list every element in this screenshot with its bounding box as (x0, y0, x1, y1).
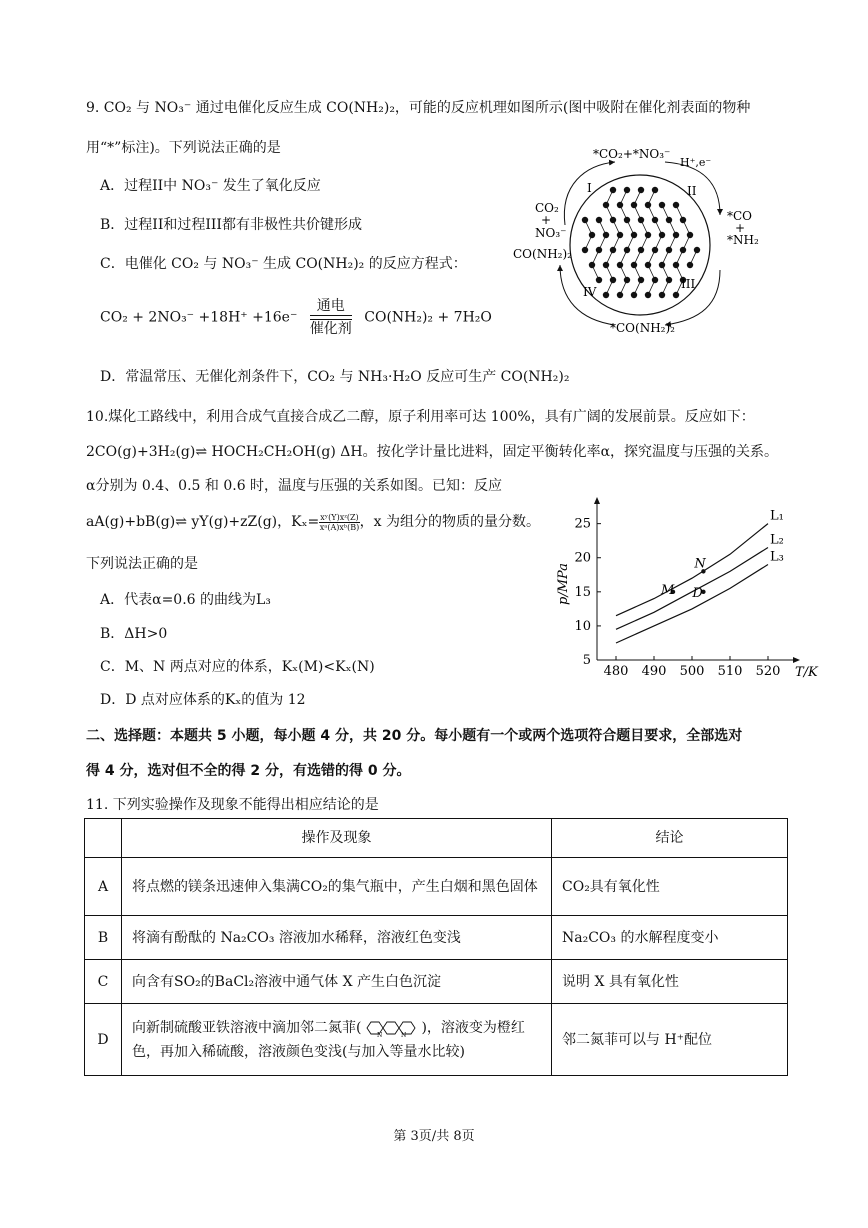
catalyst-atom (624, 277, 630, 283)
point-label-d: D (692, 585, 703, 601)
catalyst-atom (673, 232, 679, 238)
catalyst-atom (645, 292, 651, 298)
y-tick-label: 25 (574, 516, 591, 532)
catalyst-atom (666, 277, 672, 283)
kx-numerator: xʸ(Y)xᶻ(Z) (320, 512, 359, 522)
roman-2: II (687, 184, 697, 198)
catalyst-atom (666, 247, 672, 253)
y-tick-label: 20 (574, 550, 591, 566)
catalyst-atom (645, 232, 651, 238)
equation-condition-bottom: 催化剂 (309, 321, 352, 337)
q10-line4-start: aA(g)+bB(g)⇌ yY(g)+zZ(g)，Kₓ= (86, 514, 320, 530)
catalyst-atom (617, 232, 623, 238)
row-operation-part1: 向新制硫酸亚铁溶液中滴加邻二氮菲( (132, 1019, 362, 1036)
catalyst-atom (631, 232, 637, 238)
catalyst-atom (659, 202, 665, 208)
catalyst-atom (589, 262, 595, 268)
catalyst-atom (596, 217, 602, 223)
catalyst-atom (694, 247, 700, 253)
catalyst-atom (645, 202, 651, 208)
catalyst-atom (582, 217, 588, 223)
catalyst-atom (617, 292, 623, 298)
kx-fraction (319, 513, 359, 532)
table-header-row (85, 819, 788, 858)
catalyst-atom (652, 277, 658, 283)
q10-line2: 2CO(g)+3H₂(g)⇌ HOCH₂CH₂OH(g) ΔH。按化学计量比进料，固定平衡转化率α，探究温度与压强的关系。 (86, 444, 779, 460)
catalyst-atom (680, 247, 686, 253)
table-row (85, 858, 788, 916)
catalyst-atom (673, 202, 679, 208)
row-conclusion: Na₂CO₃ 的水解程度变小 (552, 916, 788, 960)
chart-series (616, 509, 784, 643)
series-label-3: L₃ (770, 549, 784, 565)
catalyst-atom (631, 292, 637, 298)
phenanthroline-structure-icon (361, 1018, 421, 1038)
diagram-h-e-label: H⁺,e⁻ (680, 156, 712, 169)
q9-mechanism-diagram (505, 140, 775, 340)
section2-line2: 得 4 分，选对但不全的得 2 分，有选错的得 0 分。 (86, 763, 411, 779)
row-operation-part2: )，溶液变为橙红色，再加入稀硫酸，溶液颜色变浅(与加入等量水比较) (132, 1019, 525, 1060)
diagram-left-in-1: CO₂ (535, 201, 559, 215)
diagram-left-in-2: NO₃⁻ (535, 226, 567, 240)
catalyst-atom (673, 262, 679, 268)
diagram-right-1: *CO (727, 209, 753, 223)
catalyst-atom (659, 262, 665, 268)
header-cell-label (85, 819, 122, 858)
q10-line4-end: ，x 为组分的物质的量分数。 (359, 514, 541, 530)
y-tick-label: 15 (574, 584, 591, 600)
roman-1: I (587, 181, 592, 195)
svg-text:N: N (401, 1031, 407, 1039)
diagram-top-label: *CO₂+*NO₃⁻ (593, 147, 671, 161)
equation-arrow (310, 297, 352, 338)
catalyst-atom (603, 292, 609, 298)
row-label: D (85, 1004, 122, 1076)
q9-option-b: B．过程II和过程III都有非极性共价键形成 (100, 217, 362, 233)
chart-axes (556, 500, 819, 680)
catalyst-atom (603, 232, 609, 238)
catalyst-atom (652, 217, 658, 223)
series-line-1 (616, 524, 768, 616)
equation-left: CO₂ + 2NO₃⁻ +18H⁺ +16e⁻ (100, 309, 298, 326)
catalyst-atom (659, 292, 665, 298)
diagram-bottom-label: *CO(NH₂)₂ (610, 321, 675, 335)
y-axis-label: p/MPa (556, 563, 571, 605)
q10-line1: 10.煤化工路线中，利用合成气直接合成乙二醇，原子利用率可达 100%，具有广阔的发展前景。反应如下： (86, 409, 755, 425)
q9-option-d: D．常温常压、无催化剂条件下，CO₂ 与 NH₃·H₂O 反应可生产 CO(NH₂)₂ (100, 369, 570, 385)
q9-option-a: A．过程II中 NO₃⁻ 发生了氧化反应 (100, 178, 321, 194)
catalyst-atom (610, 187, 616, 193)
q10-line4 (86, 511, 540, 532)
table-row (85, 1004, 788, 1076)
catalyst-atom (680, 217, 686, 223)
series-line-3 (616, 565, 768, 644)
equation-right: CO(NH₂)₂ + 7H₂O (364, 309, 492, 326)
catalyst-atom (582, 247, 588, 253)
catalyst-atom (659, 232, 665, 238)
row-label: A (85, 858, 122, 916)
catalyst-atom (666, 217, 672, 223)
catalyst-atom (624, 217, 630, 223)
catalyst-atom (589, 232, 595, 238)
catalyst-atom (610, 247, 616, 253)
catalyst-atom (610, 277, 616, 283)
diagram-right-2: *NH₂ (727, 233, 759, 247)
catalyst-atom (631, 262, 637, 268)
q10-option-c: C．M、N 两点对应的体系，Kₓ(M)<Kₓ(N) (100, 659, 375, 675)
roman-4: IV (583, 285, 597, 299)
svg-text:N: N (377, 1031, 383, 1039)
q10-chart (545, 500, 818, 690)
diagram-left-in-plus: + (541, 213, 552, 227)
q9-equation (100, 297, 492, 338)
kx-denominator: xᵃ(A)xᵇ(B) (319, 522, 360, 532)
catalyst-atom (652, 247, 658, 253)
catalyst-atom (673, 292, 679, 298)
chart-points (660, 556, 706, 600)
q9-stem-line1: 9. CO₂ 与 NO₃⁻ 通过电催化反应生成 CO(NH₂)₂，可能的反应机理如图所示(图中吸附在催化剂表面的物种 (86, 100, 751, 116)
q9-stem-line2: 用“*”标注)。下列说法正确的是 (86, 140, 281, 156)
header-cell-conclusion: 结论 (552, 819, 788, 858)
row-label: C (85, 960, 122, 1004)
row-operation: 将点燃的镁条迅速伸入集满CO₂的集气瓶中，产生白烟和黑色固体 (122, 858, 552, 916)
q9-option-c: C．电催化 CO₂ 与 NO₃⁻ 生成 CO(NH₂)₂ 的反应方程式： (100, 256, 467, 272)
y-tick-label: 5 (582, 653, 591, 668)
row-conclusion: 邻二氮菲可以与 H⁺配位 (552, 1004, 788, 1076)
equation-condition-top: 通电 (316, 298, 345, 314)
catalyst-atom (624, 247, 630, 253)
x-tick-label: 480 (603, 664, 629, 679)
x-axis-label: T/K (795, 665, 818, 680)
x-tick-label: 490 (641, 664, 667, 679)
x-tick-label: 520 (755, 664, 781, 679)
catalyst-atom (617, 202, 623, 208)
diagram-right-plus: + (735, 221, 746, 235)
series-label-1: L₁ (770, 508, 784, 524)
q10-option-d: D．D 点对应体系的Kₓ的值为 12 (100, 692, 306, 708)
x-tick-label: 500 (679, 664, 705, 679)
row-operation (122, 1004, 552, 1076)
catalyst-atom (631, 202, 637, 208)
page-footer: 第 3页/共 8页 (393, 1129, 475, 1144)
catalyst-atom (603, 202, 609, 208)
catalyst-atom (603, 262, 609, 268)
catalyst-atom (596, 277, 602, 283)
chart-ticks (574, 517, 780, 679)
row-operation: 向含有SO₂的BaCl₂溶液中通气体 X 产生白色沉淀 (122, 960, 552, 1004)
catalyst-atom (645, 262, 651, 268)
point-label-m: M (661, 582, 675, 598)
catalyst-atom (687, 262, 693, 268)
catalyst-atom (652, 187, 658, 193)
series-label-2: L₂ (770, 532, 784, 548)
row-label: B (85, 916, 122, 960)
catalyst-atom (624, 187, 630, 193)
q11-stem: 11. 下列实验操作及现象不能得出相应结论的是 (86, 797, 379, 813)
q10-line3: α分别为 0.4、0.5 和 0.6 时，温度与压强的关系如图。已知：反应 (86, 478, 503, 494)
row-operation: 将滴有酚酞的 Na₂CO₃ 溶液加水稀释，溶液红色变浅 (122, 916, 552, 960)
catalyst-atom (687, 232, 693, 238)
y-tick-label: 10 (574, 618, 591, 634)
catalyst-atom (638, 217, 644, 223)
catalyst-atom (596, 247, 602, 253)
roman-3: III (681, 277, 696, 291)
table-row (85, 916, 788, 960)
header-cell-operation: 操作及现象 (122, 819, 552, 858)
section2-line1: 二、选择题：本题共 5 小题，每小题 4 分，共 20 分。每小题有一个或两个选项符合题目要求，全部选对 (86, 728, 743, 744)
row-conclusion: CO₂具有氧化性 (552, 858, 788, 916)
catalyst-atom (638, 187, 644, 193)
catalyst-atom (638, 277, 644, 283)
x-tick-label: 510 (717, 664, 743, 679)
q10-line5: 下列说法正确的是 (86, 556, 198, 572)
q10-option-b: B．ΔH>0 (100, 626, 168, 642)
table-row (85, 960, 788, 1004)
q10-option-a: A．代表α=0.6 的曲线为L₃ (100, 592, 271, 608)
point-label-n: N (694, 556, 706, 572)
catalyst-atom (638, 247, 644, 253)
row-conclusion: 说明 X 具有氧化性 (552, 960, 788, 1004)
diagram-left-out: CO(NH₂)₂ (513, 247, 572, 261)
q11-table (84, 818, 788, 1076)
catalyst-atom (617, 262, 623, 268)
catalyst-atom (610, 217, 616, 223)
